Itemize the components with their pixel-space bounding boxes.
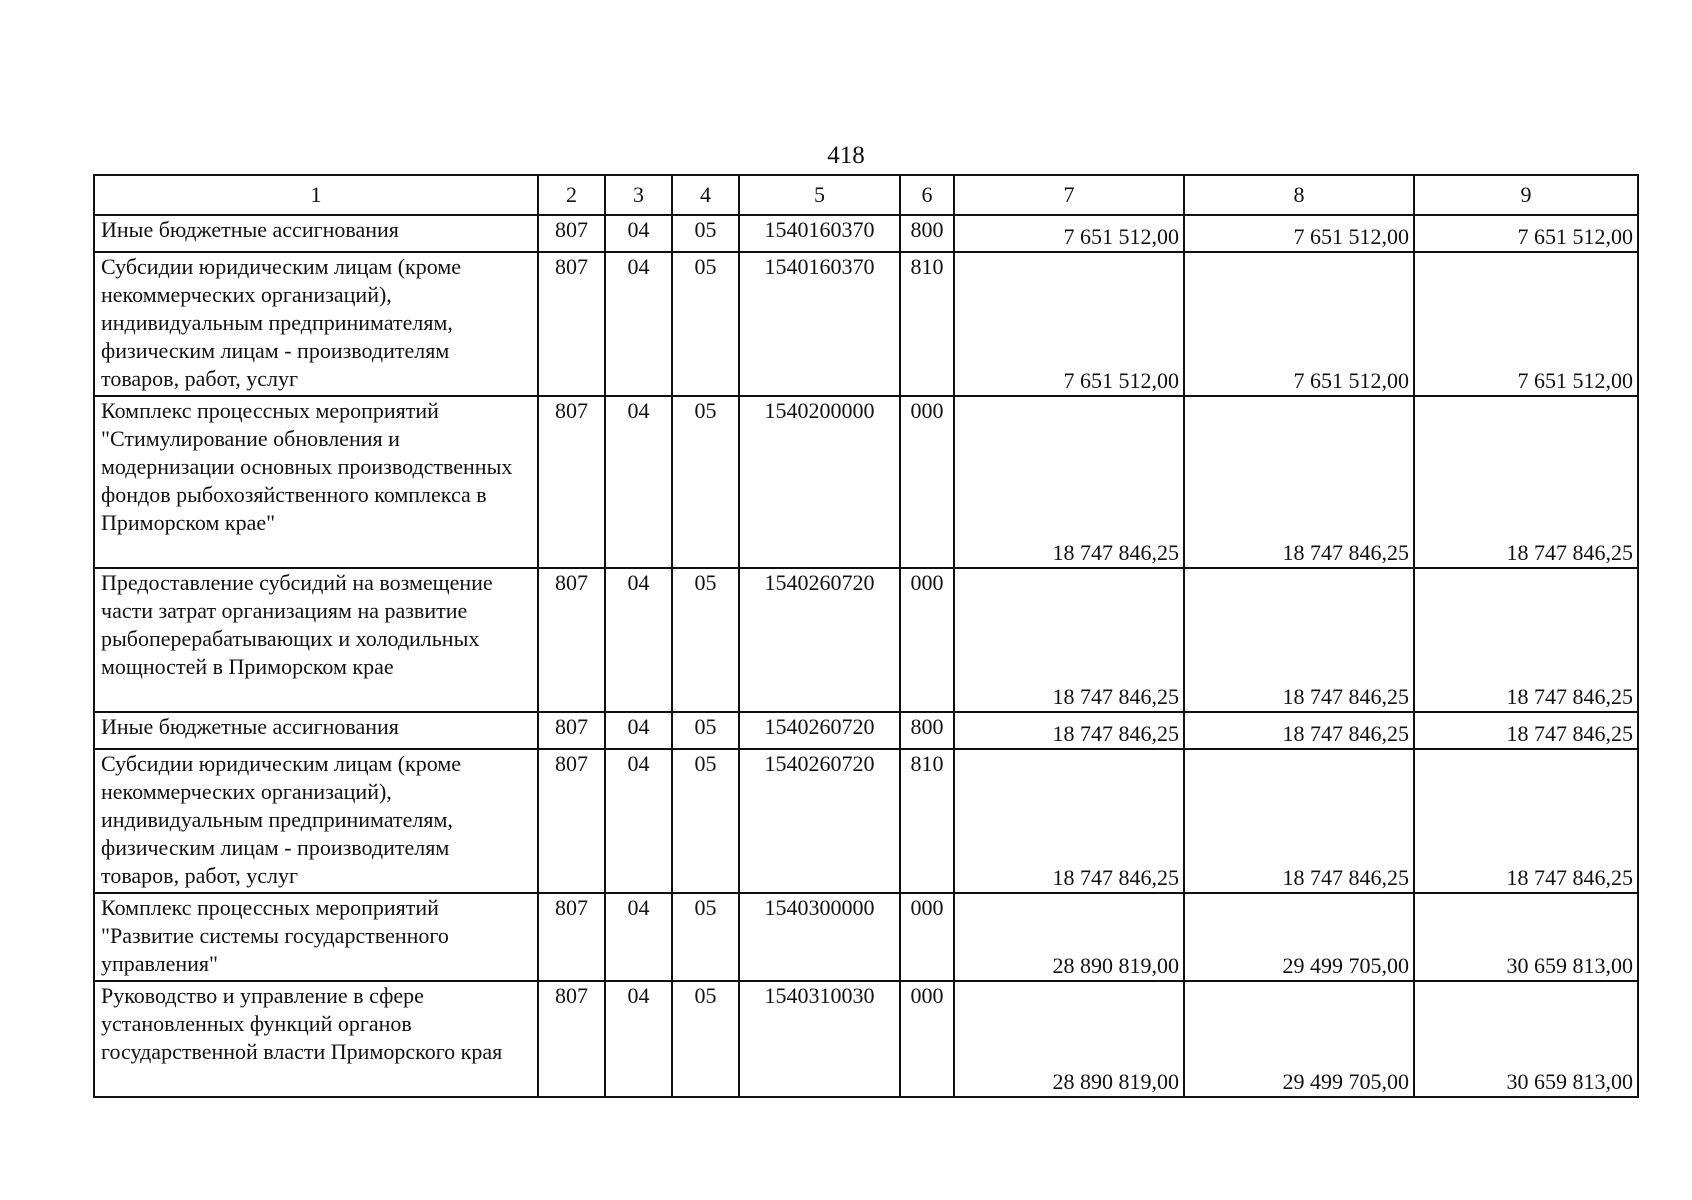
row-code-6: 000 (900, 981, 954, 1097)
row-code-2: 807 (538, 712, 605, 749)
row-name: Иные бюджетные ассигнования (94, 712, 538, 749)
row-code-6: 000 (900, 893, 954, 981)
header-col-4: 4 (672, 175, 739, 215)
row-code-3: 04 (605, 396, 672, 568)
row-amount-8: 7 651 512,00 (1184, 215, 1414, 252)
table-row (94, 981, 1638, 1097)
row-code-6: 800 (900, 712, 954, 749)
row-amount-9: 18 747 846,25 (1414, 749, 1638, 893)
row-code-5: 1540160370 (739, 252, 900, 396)
table-row (94, 893, 1638, 981)
row-name: Субсидии юридическим лицам (кроме некоммерческих организаций), индивидуальным предпринимателям, физическим лицам - производителям товаров, работ, услуг (94, 749, 538, 893)
row-amount-8: 18 747 846,25 (1184, 749, 1414, 893)
row-amount-7: 7 651 512,00 (954, 215, 1184, 252)
row-amount-8: 29 499 705,00 (1184, 981, 1414, 1097)
budget-table (93, 174, 1639, 1098)
row-code-3: 04 (605, 215, 672, 252)
row-code-2: 807 (538, 396, 605, 568)
row-amount-7: 18 747 846,25 (954, 712, 1184, 749)
row-code-3: 04 (605, 252, 672, 396)
row-code-3: 04 (605, 749, 672, 893)
row-name: Комплекс процессных мероприятий "Развитие системы государственного управления" (94, 893, 538, 981)
row-amount-7: 18 747 846,25 (954, 749, 1184, 893)
row-amount-8: 18 747 846,25 (1184, 712, 1414, 749)
row-code-4: 05 (672, 893, 739, 981)
row-amount-8: 29 499 705,00 (1184, 893, 1414, 981)
row-code-6: 000 (900, 396, 954, 568)
row-code-5: 1540260720 (739, 712, 900, 749)
row-code-4: 05 (672, 568, 739, 712)
row-amount-9: 18 747 846,25 (1414, 396, 1638, 568)
table-row (94, 568, 1638, 712)
header-col-8: 8 (1184, 175, 1414, 215)
page-number: 418 (827, 142, 865, 169)
row-code-2: 807 (538, 252, 605, 396)
table-row (94, 252, 1638, 396)
row-code-4: 05 (672, 252, 739, 396)
row-amount-9: 18 747 846,25 (1414, 568, 1638, 712)
header-col-1: 1 (94, 175, 538, 215)
row-code-5: 1540260720 (739, 568, 900, 712)
row-code-5: 1540260720 (739, 749, 900, 893)
row-amount-9: 18 747 846,25 (1414, 712, 1638, 749)
row-amount-9: 7 651 512,00 (1414, 215, 1638, 252)
row-code-3: 04 (605, 568, 672, 712)
row-amount-7: 18 747 846,25 (954, 568, 1184, 712)
row-amount-8: 18 747 846,25 (1184, 396, 1414, 568)
row-amount-7: 28 890 819,00 (954, 981, 1184, 1097)
row-amount-8: 18 747 846,25 (1184, 568, 1414, 712)
row-amount-7: 28 890 819,00 (954, 893, 1184, 981)
row-code-4: 05 (672, 749, 739, 893)
row-name: Субсидии юридическим лицам (кроме некоммерческих организаций), индивидуальным предпринимателям, физическим лицам - производителям товаров, работ, услуг (94, 252, 538, 396)
row-code-5: 1540310030 (739, 981, 900, 1097)
row-code-2: 807 (538, 893, 605, 981)
row-code-2: 807 (538, 215, 605, 252)
header-col-2: 2 (538, 175, 605, 215)
row-code-4: 05 (672, 215, 739, 252)
row-name: Комплекс процессных мероприятий "Стимулирование обновления и модернизации основных производственных фондов рыбохозяйственного комплекса в Приморском крае" (94, 396, 538, 568)
row-amount-7: 7 651 512,00 (954, 252, 1184, 396)
row-amount-9: 30 659 813,00 (1414, 981, 1638, 1097)
table-row (94, 712, 1638, 749)
row-code-3: 04 (605, 893, 672, 981)
row-amount-9: 30 659 813,00 (1414, 893, 1638, 981)
row-code-5: 1540300000 (739, 893, 900, 981)
row-code-6: 810 (900, 252, 954, 396)
header-col-3: 3 (605, 175, 672, 215)
row-code-4: 05 (672, 712, 739, 749)
row-code-5: 1540200000 (739, 396, 900, 568)
header-row (94, 175, 1638, 215)
row-code-6: 810 (900, 749, 954, 893)
row-code-4: 05 (672, 981, 739, 1097)
row-code-2: 807 (538, 981, 605, 1097)
header-col-7: 7 (954, 175, 1184, 215)
row-amount-9: 7 651 512,00 (1414, 252, 1638, 396)
table-row (94, 396, 1638, 568)
row-code-5: 1540160370 (739, 215, 900, 252)
row-code-2: 807 (538, 568, 605, 712)
table-row (94, 215, 1638, 252)
row-code-3: 04 (605, 712, 672, 749)
row-name: Предоставление субсидий на возмещение части затрат организациям на развитие рыбоперерабатывающих и холодильных мощностей в Приморском крае (94, 568, 538, 712)
row-code-3: 04 (605, 981, 672, 1097)
row-amount-8: 7 651 512,00 (1184, 252, 1414, 396)
row-code-4: 05 (672, 396, 739, 568)
row-name: Руководство и управление в сфере установленных функций органов государственной власти Приморского края (94, 981, 538, 1097)
header-col-9: 9 (1414, 175, 1638, 215)
header-col-6: 6 (900, 175, 954, 215)
header-col-5: 5 (739, 175, 900, 215)
row-code-6: 000 (900, 568, 954, 712)
row-code-2: 807 (538, 749, 605, 893)
row-name: Иные бюджетные ассигнования (94, 215, 538, 252)
row-amount-7: 18 747 846,25 (954, 396, 1184, 568)
table-row (94, 749, 1638, 893)
row-code-6: 800 (900, 215, 954, 252)
